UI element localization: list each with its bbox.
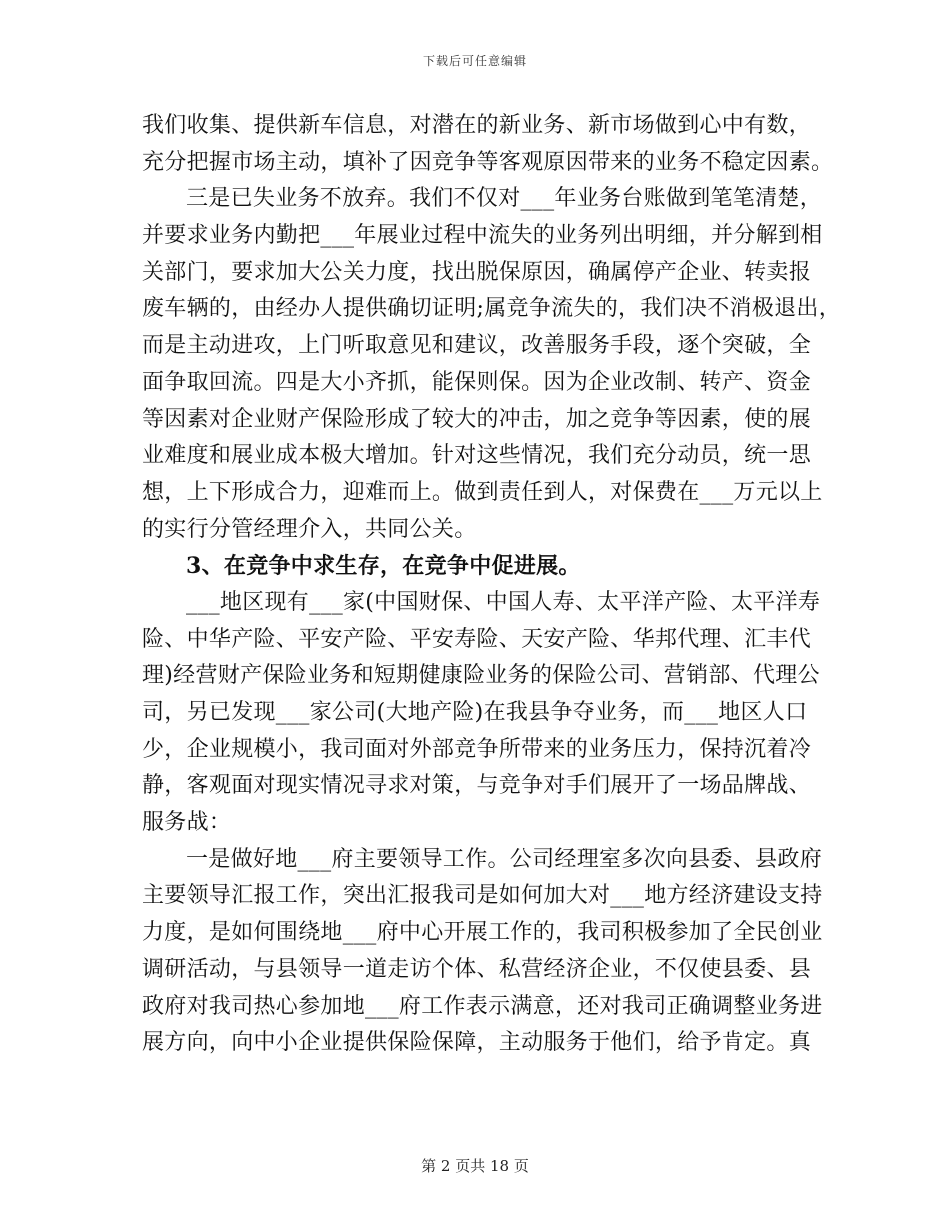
text-line: 司，另已发现___家公司(大地产险)在我县争夺业务，而___地区人口: [142, 700, 808, 725]
text-line: 废车辆的，由经办人提供确切证明;属竞争流失的，我们决不消极退出，: [142, 296, 842, 322]
text-line: 而是主动进攻，上门听取意见和建议，改善服务手段，逐个突破，全: [142, 333, 812, 359]
text-line: 我们收集、提供新车信息，对潜在的新业务、新市场做到心中有数，: [142, 113, 812, 138]
text-line: 少，企业规模小，我司面对外部竞争所带来的业务压力，保持沉着冷: [142, 736, 812, 762]
text-line: 充分把握市场主动，填补了因竞争等客观原因带来的业务不稳定因素。: [142, 149, 834, 175]
text-line: 静，客观面对现实情况寻求对策，与竞争对手们展开了一场品牌战、: [142, 773, 812, 799]
text-line: 面争取回流。四是大小齐抓，能保则保。因为企业改制、转产、资金: [142, 369, 812, 395]
text-line: 理)经营财产保险业务和短期健康险业务的保险公司、营销部、代理公: [142, 663, 820, 689]
text-line: 想，上下形成合力，迎难而上。做到责任到人，对保费在___万元以上: [142, 479, 823, 505]
document-body: [142, 108, 842, 1062]
text-line: 一是做好地___府主要领导工作。公司经理室多次向县委、县政府: [186, 846, 823, 872]
text-line: 力度，是如何围绕地___府中心开展工作的，我司积极参加了全民创业: [142, 920, 823, 946]
text-line: 关部门，要求加大公关力度，找出脱保原因，确属停产企业、转卖报: [142, 259, 812, 285]
text-line: 三是已失业务不放弃。我们不仅对___年业务台账做到笔笔清楚，: [186, 186, 823, 212]
text-line: 业难度和展业成本极大增加。针对这些情况，我们充分动员，统一思: [142, 443, 812, 469]
text-line: 并要求业务内勤把___年展业过程中流失的业务列出明细，并分解到相: [142, 223, 823, 249]
page-header: 下载后可任意编辑: [422, 54, 527, 68]
page-footer: 第 2 页共 18 页: [421, 1157, 529, 1175]
text-line: 调研活动，与县领导一道走访个体、私营经济企业，不仅使县委、县: [142, 956, 812, 982]
text-line: 的实行分管经理介入，共同公关。: [142, 516, 477, 542]
text-line: 服务战：: [142, 810, 232, 836]
text-line: 展方向，向中小企业提供保险保障，主动服务于他们，给予肯定。真: [142, 1030, 812, 1056]
text-line: ___地区现有___家(中国财保、中国人寿、太平洋产险、太平洋寿: [186, 589, 821, 615]
text-line: 政府对我司热心参加地___府工作表示满意，还对我司正确调整业务进: [142, 993, 823, 1019]
text-line: 主要领导汇报工作，突出汇报我司是如何加大对___地方经济建设支持: [142, 883, 823, 909]
text-line: 险、中华产险、平安产险、平安寿险、天安产险、华邦代理、汇丰代: [142, 626, 812, 652]
section-heading: 3、在竞争中求生存，在竞争中促进展。: [186, 553, 581, 580]
text-line: 等因素对企业财产保险形成了较大的冲击，加之竞争等因素，使的展: [142, 406, 812, 432]
